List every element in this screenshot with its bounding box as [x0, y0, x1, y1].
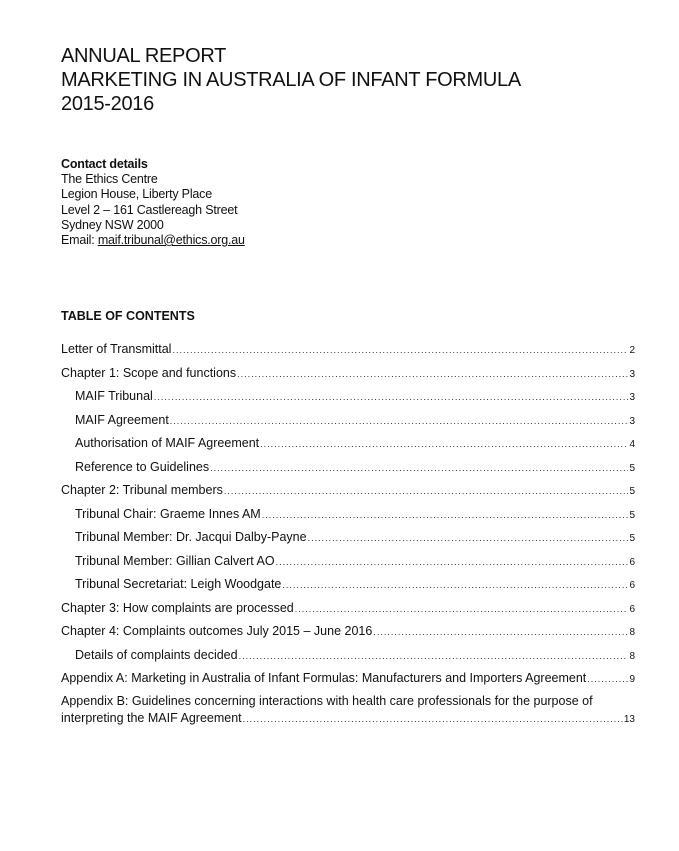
- contact-org: The Ethics Centre: [61, 172, 158, 187]
- toc-entry-details-complaints[interactable]: [75, 648, 635, 665]
- toc-entry-chapter-4[interactable]: [61, 624, 635, 641]
- toc-entry-chapter-2[interactable]: [61, 483, 635, 500]
- title-line-1: ANNUAL REPORT: [61, 45, 227, 67]
- toc-label: Tribunal Member: Dr. Jacqui Dalby-Payne: [75, 530, 307, 544]
- toc-page-number: 2: [629, 345, 635, 356]
- toc-label: Letter of Transmittal: [61, 342, 172, 356]
- toc-label: Chapter 1: Scope and functions: [61, 365, 237, 380]
- toc-label: Appendix A: Marketing in Australia of Infant Formulas: Manufacturers and Importers Agreement: [61, 671, 587, 685]
- toc-leader: [237, 369, 628, 379]
- toc-leader: [239, 651, 629, 661]
- toc-leader: [224, 486, 629, 496]
- toc-entry-chapter-3[interactable]: [61, 601, 635, 618]
- toc-entry-appendix-a[interactable]: [61, 671, 635, 688]
- toc-leader: [260, 439, 628, 449]
- toc-line-2: [61, 711, 635, 728]
- toc-label: Tribunal Chair: Graeme Innes AM: [75, 506, 261, 521]
- toc-label: Details of complaints decided: [75, 647, 238, 662]
- toc-leader: [308, 533, 629, 543]
- toc-label: Chapter 3: How complaints are processed: [61, 600, 294, 615]
- toc-entry-appendix-b[interactable]: [61, 694, 635, 728]
- toc-leader: [243, 714, 623, 724]
- contact-heading: Contact details: [61, 157, 148, 171]
- toc-entry-reference-guidelines[interactable]: [75, 460, 635, 477]
- email-link[interactable]: maif.tribunal@ethics.org.au: [97, 233, 245, 248]
- toc-page-number: 5: [629, 533, 635, 544]
- toc-page-number: 8: [629, 627, 635, 638]
- toc-leader: [210, 463, 628, 473]
- contact-details: [61, 157, 245, 248]
- toc-page-number: 6: [629, 556, 635, 568]
- toc-page-number: 5: [629, 462, 635, 474]
- report-title: [61, 44, 521, 116]
- toc-page-number: 3: [629, 392, 635, 403]
- toc-leader: [282, 580, 628, 590]
- toc-leader: [373, 627, 628, 637]
- toc-page-number: 8: [629, 650, 635, 662]
- toc-leader: [154, 392, 629, 402]
- toc-label: Reference to Guidelines: [75, 459, 210, 474]
- toc-page-number: 3: [629, 368, 635, 380]
- contact-address-1: Legion House, Liberty Place: [61, 187, 212, 202]
- toc-page-number: 6: [629, 580, 635, 591]
- toc-label: MAIF Tribunal: [75, 389, 153, 403]
- toc-page-number: 5: [629, 509, 635, 521]
- toc-page-number: 3: [629, 415, 635, 427]
- toc-page-number: 9: [629, 674, 635, 685]
- toc-page-number: 6: [629, 603, 635, 615]
- toc-leader: [276, 557, 629, 567]
- email-label: Email:: [61, 233, 98, 248]
- toc-entry-secretariat[interactable]: [75, 577, 635, 594]
- title-line-2: MARKETING IN AUSTRALIA OF INFANT FORMULA: [61, 69, 521, 91]
- toc-label: Tribunal Secretariat: Leigh Woodgate: [75, 577, 282, 591]
- title-line-3: 2015-2016: [61, 93, 154, 115]
- toc-leader: [587, 674, 628, 684]
- toc-entry-letter-of-transmittal[interactable]: [61, 342, 635, 359]
- toc-entry-member-dalby-payne[interactable]: [75, 530, 635, 547]
- toc-leader: [172, 345, 628, 355]
- contact-address-2: Level 2 – 161 Castlereagh Street: [61, 202, 238, 217]
- toc-label-line-1: Appendix B: Guidelines concerning interactions with health care professionals for the purpose of: [61, 694, 593, 708]
- toc-entry-tribunal-chair[interactable]: [75, 507, 635, 524]
- toc-entry-authorisation[interactable]: [75, 436, 635, 453]
- toc-label: Chapter 2: Tribunal members: [61, 483, 223, 497]
- toc-entry-chapter-1[interactable]: [61, 366, 635, 383]
- contact-email-line: [61, 233, 245, 248]
- toc-entry-maif-tribunal[interactable]: [75, 389, 635, 406]
- toc-leader: [295, 604, 629, 614]
- toc-leader: [170, 416, 629, 426]
- toc-label: Tribunal Member: Gillian Calvert AO: [75, 553, 275, 568]
- toc-page-number: 13: [623, 714, 635, 725]
- toc-page-number: 5: [629, 486, 635, 497]
- toc-heading: TABLE OF CONTENTS: [61, 309, 195, 323]
- toc-label: Authorisation of MAIF Agreement: [75, 436, 260, 450]
- toc-entry-maif-agreement[interactable]: [75, 413, 635, 430]
- contact-address-3: Sydney NSW 2000: [61, 217, 164, 232]
- toc-label-line-2: interpreting the MAIF Agreement: [61, 711, 242, 725]
- toc-page-number: 4: [629, 439, 635, 450]
- toc-label: MAIF Agreement: [75, 412, 169, 427]
- toc-leader: [262, 510, 629, 520]
- toc-entry-member-calvert[interactable]: [75, 554, 635, 571]
- toc-label: Chapter 4: Complaints outcomes July 2015 – June 2016: [61, 624, 373, 638]
